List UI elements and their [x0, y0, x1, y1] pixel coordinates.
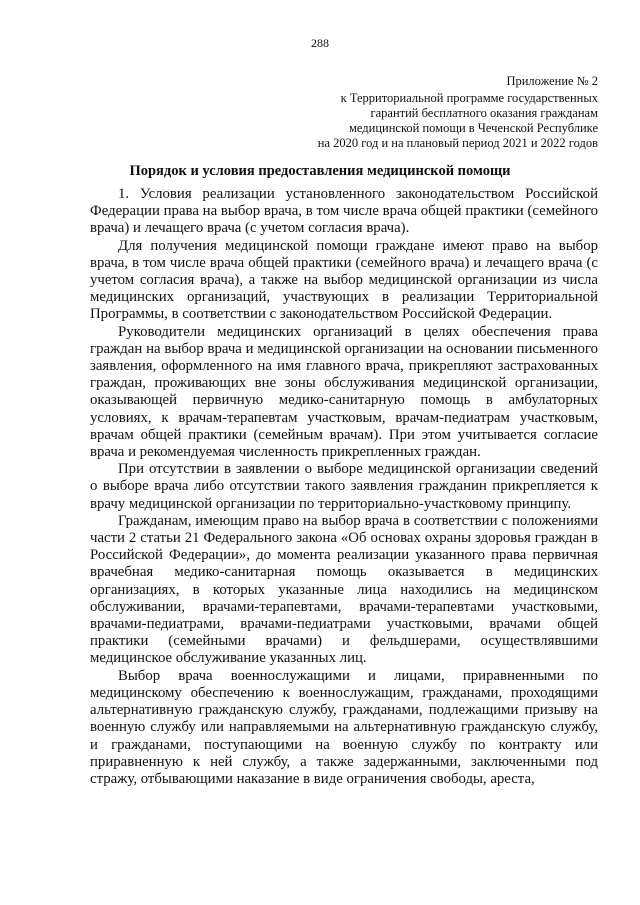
paragraph: 1. Условия реализации установленного законодательством Российской Федерации права на выбор врача, в том числе врача общей практики (семейного врача) и лечащего врача (с учетом согласия врача). [90, 186, 598, 237]
paragraph: Выбор врача военнослужащими и лицами, приравненными по медицинскому обеспечению к военнослужащим, гражданами, проходящими альтернативную гражданскую службу, гражданами, подлежащими призыву на военную службу или направляемыми на альтернативную гражданскую службу, и гражданами, поступающими на военную службу по контракту или приравненную к ней службу, а также задержанными, заключенными под стражу, отбывающими наказание в виде ограничения свободы, ареста, [90, 667, 598, 787]
appendix-line: медицинской помощи в Чеченской Республике [349, 121, 598, 135]
paragraph: Гражданам, имеющим право на выбор врача в соответствии с положениями части 2 статьи 21 Федерального закона «Об основах охраны здоровья граждан в Российской Федерации», до момента реализации указанного права первичная врачебная медико-санитарная помощь оказывается в медицинских организациях, в которых указанные лица находились на медицинском обслуживании, врачами-терапевтами, врачами-терапевтами участковыми, врачами-педиатрами, врачами-педиатрами участковыми, врачами общей практики (семейными врачами) и фельдшерами, осуществлявшими медицинское обслуживание указанных лиц. [90, 512, 598, 667]
paragraph: При отсутствии в заявлении о выборе медицинской организации сведений о выборе врача либо отсутствии такого заявления гражданин прикрепляется к врачу медицинской организации по территориально-участковому принципу. [90, 461, 598, 512]
paragraph: Для получения медицинской помощи граждане имеют право на выбор врача, в том числе врача общей практики (семейного врача) и лечащего врача (с учетом согласия врача), а также на выбор медицинской организации из числа медицинских организаций, участвующих в реализации Территориальной Программы, в соответствии с законодательством Российской Федерации. [90, 237, 598, 323]
appendix-title: Приложение № 2 [506, 74, 598, 88]
page-number: 288 [311, 36, 329, 50]
appendix-block [318, 74, 598, 151]
document-body [90, 186, 598, 788]
appendix-line: к Территориальной программе государственных [340, 91, 598, 105]
appendix-line: на 2020 год и на плановый период 2021 и 2022 годов [317, 136, 598, 150]
paragraph: Руководители медицинских организаций в целях обеспечения права граждан на выбор врача и медицинской организации на основании письменного заявления, оформленного на имя главного врача, прикрепляют застрахованных граждан, проживающих вне зоны обслуживания медицинской организации, оказывающей первичную медико-санитарную помощь в амбулаторных условиях, к врачам-терапевтам участковым, врачам-педиатрам участковым, врачам общей практики (семейным врачам). При этом учитывается согласие врача и рекомендуемая численность прикрепленных граждан. [90, 323, 598, 461]
appendix-line: гарантий бесплатного оказания гражданам [370, 106, 598, 120]
section-heading: Порядок и условия предоставления медицинской помощи [129, 163, 511, 179]
